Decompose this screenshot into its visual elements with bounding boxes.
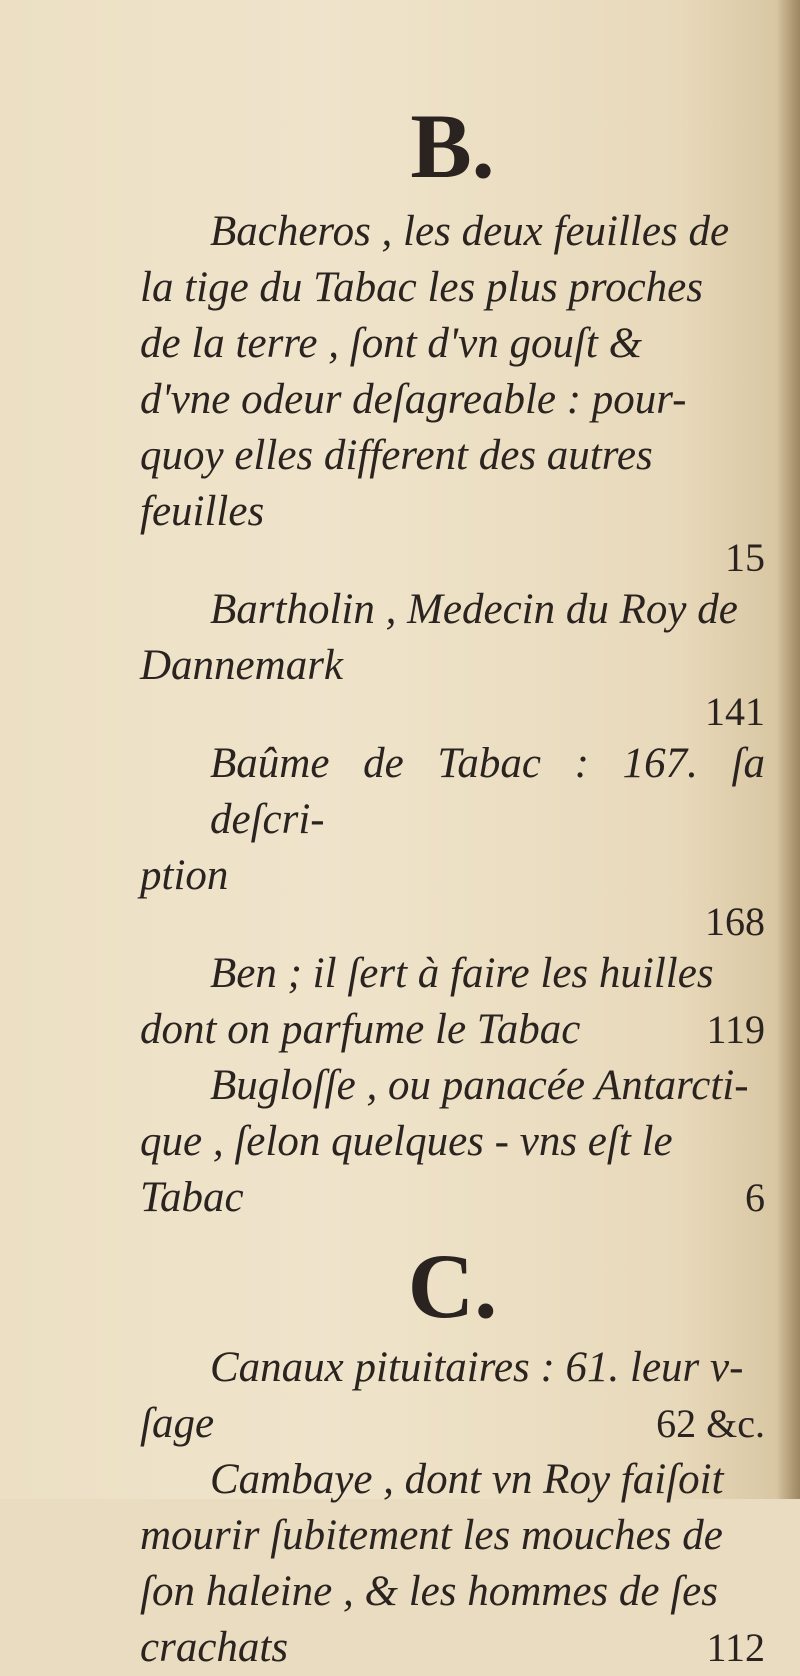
entry-line: mourir ſubitement les mouches de (140, 1512, 723, 1559)
entry-line: Dannemark (140, 642, 344, 689)
entry-line: ption (140, 852, 229, 899)
page-reference: 119 (706, 1007, 765, 1052)
entry-line-text: ſage (140, 1400, 215, 1447)
page-edge-shadow (776, 0, 800, 1499)
section-heading-b: B. (410, 95, 495, 197)
section-heading-c: C. (407, 1235, 498, 1337)
entry-line: Canaux pituitaires : 61. leur v- (210, 1344, 744, 1391)
index-entry-bacheros (140, 204, 765, 582)
entry-line: Bacheros , les deux feuilles de (210, 208, 730, 255)
index-entry-cambaye (140, 1452, 765, 1676)
entry-line: d'vne odeur deſagreable : pour- (140, 376, 687, 423)
entry-line: Baûme de Tabac : 167. ſa deſcri- (210, 740, 765, 843)
entry-line: ſon haleine , & les hommes de ſes (140, 1568, 719, 1615)
entry-line: Ben ; il ſert à faire les huilles (210, 950, 714, 997)
entry-line-text: crachats (140, 1624, 289, 1671)
entry-line: de la terre , ſont d'vn gouſt & (140, 320, 643, 367)
entry-line-text: Tabac (140, 1174, 244, 1221)
entry-line: quoy elles different des autres (140, 432, 653, 479)
index-entry-canaux (140, 1340, 765, 1452)
entry-line: Cambaye , dont vn Roy faiſoit (210, 1456, 724, 1503)
page-reference: 6 (745, 1175, 765, 1220)
entry-line: Bartholin , Medecin du Roy de (210, 586, 738, 633)
entry-line (140, 1002, 765, 1058)
entry-line (140, 1396, 765, 1452)
page-reference: 15 (725, 535, 765, 580)
index-entry-bartholin (140, 582, 765, 736)
index-entry-baume (140, 736, 765, 946)
index-entry-ben (140, 946, 765, 1058)
page-reference: 141 (705, 689, 765, 734)
index-text-block (140, 95, 765, 1676)
page-reference: 62 &c. (656, 1401, 765, 1446)
entry-line: Bugloſſe , ou panacée Antarcti- (210, 1062, 749, 1109)
page-reference: 112 (706, 1625, 765, 1670)
entry-line (140, 1170, 765, 1226)
entry-line: la tige du Tabac les plus proches (140, 264, 703, 311)
entry-line: que , ſelon quelques - vns eſt le (140, 1118, 673, 1165)
entry-line-text: dont on parfume le Tabac (140, 1006, 581, 1053)
entry-line (140, 1620, 765, 1676)
index-entry-buglosse (140, 1058, 765, 1226)
page-reference: 168 (705, 899, 765, 944)
entry-line: feuilles (140, 488, 265, 535)
